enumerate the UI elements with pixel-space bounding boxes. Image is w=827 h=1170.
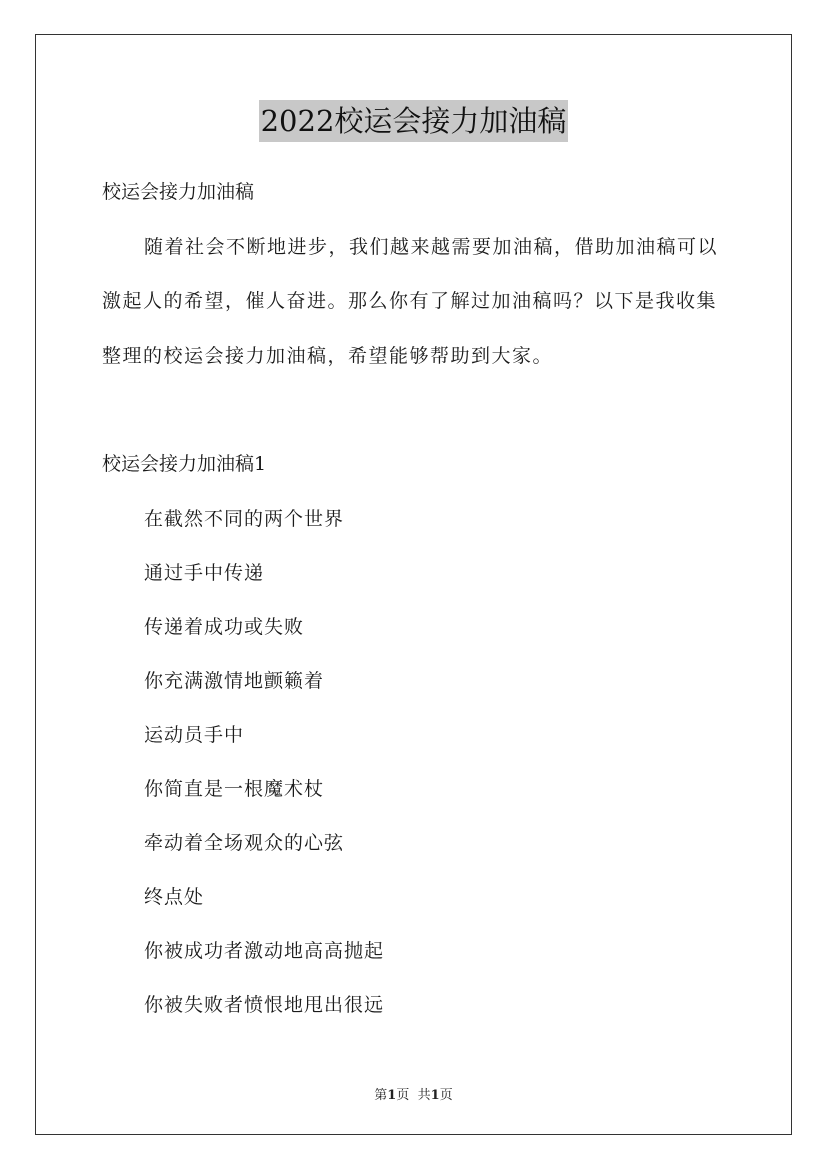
document-title: 2022校运会接力加油稿 — [259, 100, 569, 142]
poem-line: 传递着成功或失败 — [144, 616, 305, 638]
title-wrapper — [0, 100, 827, 142]
poem-line: 你被失败者愤恨地甩出很远 — [144, 994, 385, 1016]
poem-line: 牵动着全场观众的心弦 — [144, 832, 345, 854]
footer-total-pages: 1 — [430, 1088, 440, 1103]
poem-line: 在截然不同的两个世界 — [144, 508, 345, 530]
poem-line: 你被成功者激动地高高抛起 — [144, 940, 385, 962]
poem-line: 你充满激情地颤籁着 — [144, 670, 325, 692]
intro-paragraph-line-1: 随着社会不断地进步，我们越来越需要加油稿，借助加油稿可以 — [144, 236, 719, 258]
poem-line: 终点处 — [144, 886, 205, 908]
page-footer — [0, 1084, 827, 1103]
poem-line: 运动员手中 — [144, 724, 245, 746]
poem-line: 你简直是一根魔术杖 — [144, 778, 325, 800]
intro-paragraph-line-3: 整理的校运会接力加油稿，希望能够帮助到大家。 — [102, 345, 554, 367]
footer-page-prefix: 第 — [374, 1088, 388, 1103]
footer-page-suffix: 页 — [396, 1088, 410, 1103]
document-subtitle: 校运会接力加油稿 — [102, 181, 255, 203]
footer-total-prefix: 共 — [417, 1088, 431, 1103]
poem-heading: 校运会接力加油稿1 — [102, 453, 267, 475]
intro-paragraph-line-2: 激起人的希望，催人奋进。那么你有了解过加油稿吗？以下是我收集 — [102, 290, 718, 312]
footer-page-number: 1 — [387, 1088, 397, 1103]
footer-total-suffix: 页 — [439, 1088, 453, 1103]
poem-line: 通过手中传递 — [144, 562, 265, 584]
